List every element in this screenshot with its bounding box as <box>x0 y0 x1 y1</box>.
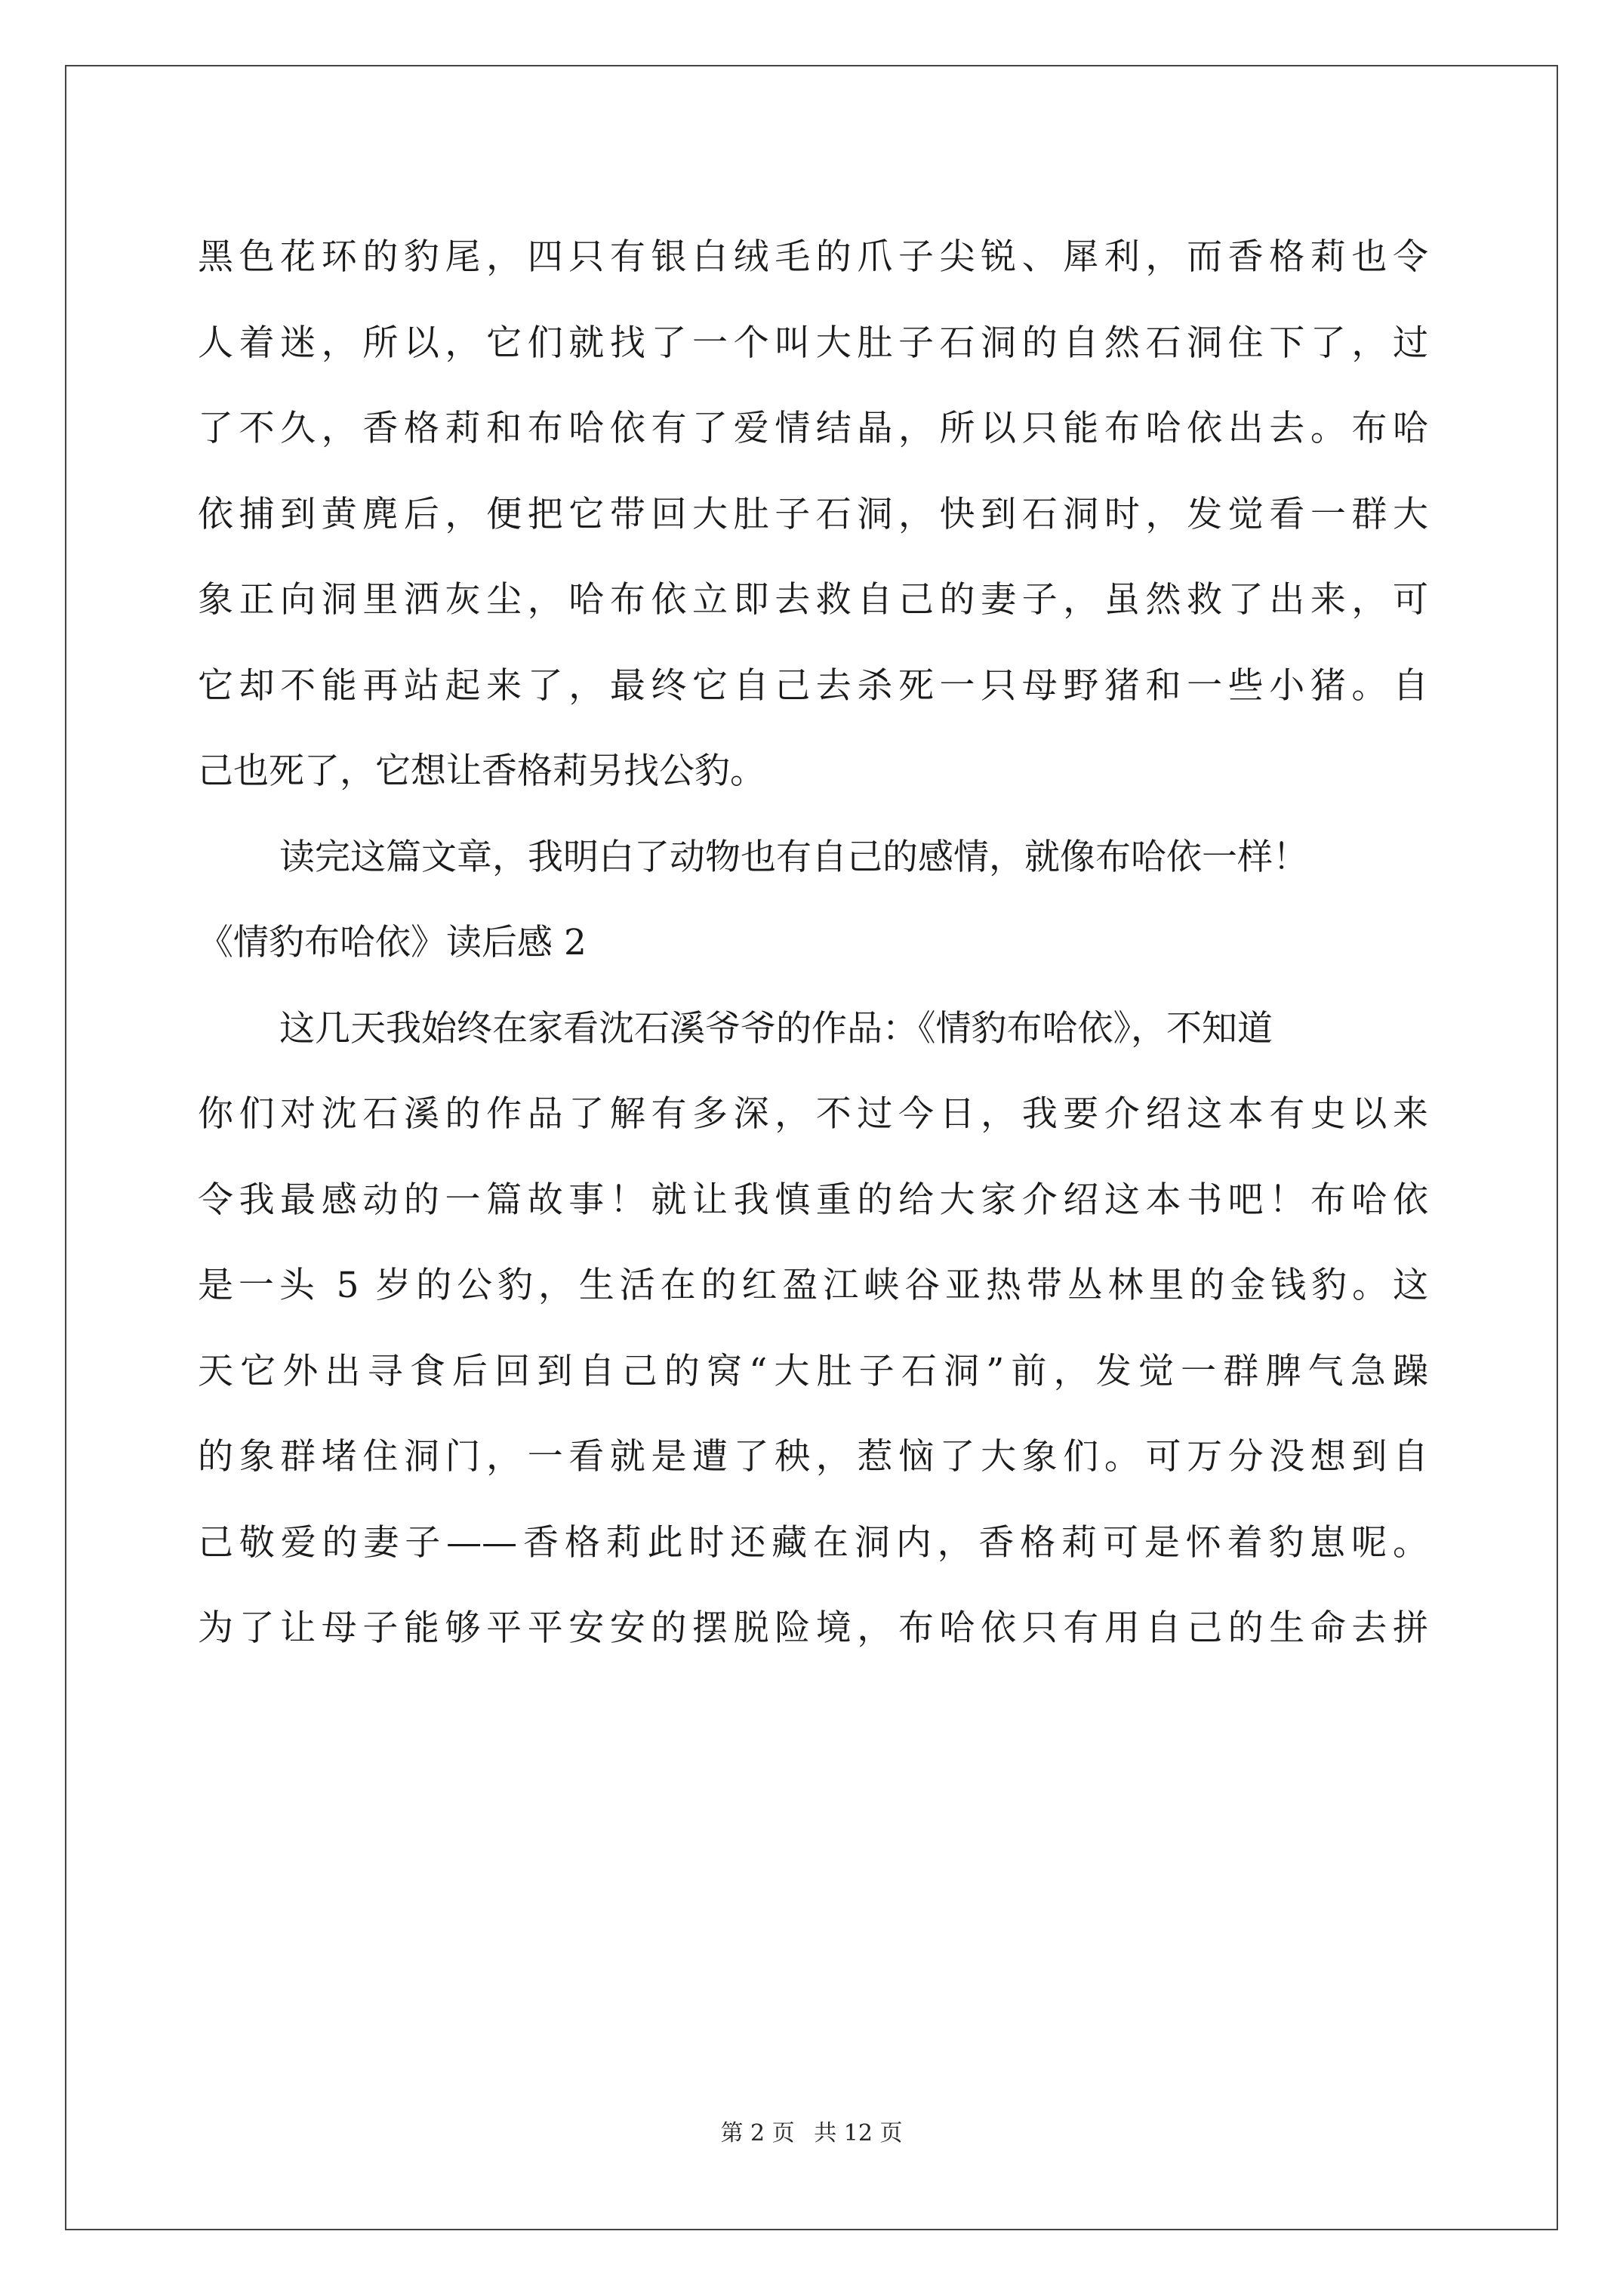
paragraph-line: 你们对沈石溪的作品了解有多深，不过今日，我要介绍这本有史以来 <box>198 1093 1428 1135</box>
paragraph-line: 象正向洞里洒灰尘，哈布依立即去救自己的妻子，虽然救了出来，可 <box>198 579 1428 621</box>
document-body <box>198 214 1428 1672</box>
paragraph-line: 读完这篇文章，我明白了动物也有自己的感情，就像布哈依一样！ <box>279 836 1308 878</box>
paragraph-line: 的象群堵住洞门，一看就是遭了秧，惹恼了大象们。可万分没想到自 <box>198 1436 1428 1478</box>
paragraph-line: 是一头 5 岁的公豹，生活在的红盈江峡谷亚热带丛林里的金钱豹。这 <box>198 1265 1428 1306</box>
paragraph-line: 己敬爱的妻子——香格莉此时还藏在洞内，香格莉可是怀着豹崽呢。 <box>198 1521 1428 1564</box>
paragraph-line: 了不久，香格莉和布哈依有了爱情结晶，所以只能布哈依出去。布哈 <box>198 408 1428 449</box>
section-heading: 《情豹布哈依》读后感 2 <box>198 922 587 963</box>
paragraph-line: 令我最感动的一篇故事！就让我慎重的给大家介绍这本书吧！布哈依 <box>198 1179 1428 1221</box>
paragraph-line: 这几天我始终在家看沈石溪爷爷的作品：《情豹布哈依》，不知道 <box>279 1007 1273 1049</box>
paragraph-line: 依捕到黄麂后，便把它带回大肚子石洞，快到石洞时，发觉看一群大 <box>198 493 1428 535</box>
paragraph-line: 己也死了，它想让香格莉另找公豹。 <box>198 750 765 792</box>
page-footer <box>0 2114 1623 2147</box>
paragraph-line: 它却不能再站起来了，最终它自己去杀死一只母野猪和一些小猪。自 <box>198 664 1428 707</box>
page-total: 共 12 页 <box>814 2120 903 2147</box>
paragraph-line: 为了让母子能够平平安安的摆脱险境，布哈依只有用自己的生命去拼 <box>198 1607 1428 1649</box>
paragraph-line: 黑色花环的豹尾，四只有银白绒毛的爪子尖锐、犀利，而香格莉也令 <box>198 236 1428 278</box>
paragraph-line: 人着迷，所以，它们就找了一个叫大肚子石洞的自然石洞住下了，过 <box>198 322 1428 364</box>
page-number: 第 2 页 <box>720 2120 795 2147</box>
paragraph-line: 天它外出寻食后回到自己的窝“大肚子石洞”前，发觉一群脾气急躁 <box>198 1350 1428 1392</box>
